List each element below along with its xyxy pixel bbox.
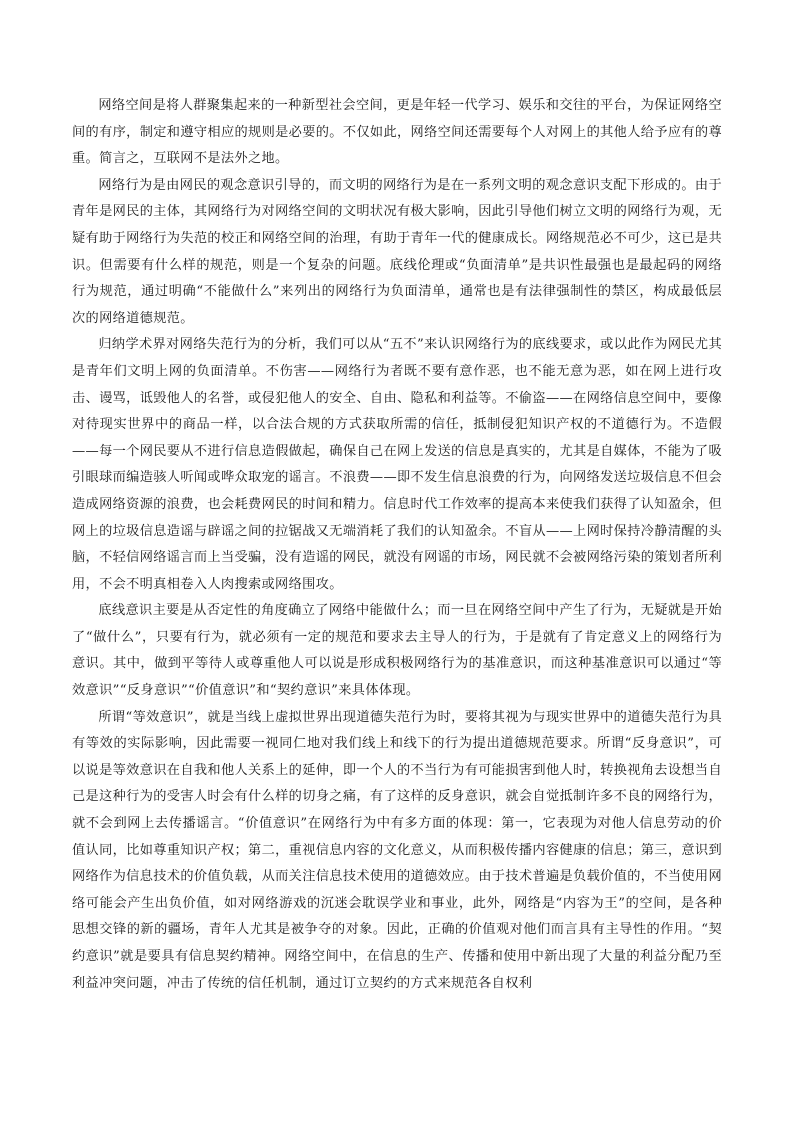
document-body (72, 93, 722, 997)
paragraph-1: 网络空间是将人群聚集起来的一种新型社会空间，更是年轻一代学习、娱乐和交往的平台，为保证网络空间的有序，制定和遵守相应的规则是必要的。不仅如此，网络空间还需要每个人对网上的其他人给予应有的尊重。简言之，互联网不是法外之地。 (72, 98, 722, 167)
paragraph-3: 归纳学术界对网络失范行为的分析，我们可以从“五不”来认识网络行为的底线要求，或以此作为网民尤其是青年们文明上网的负面清单。不伤害——网络行为者既不要有意作恶，也不能无意为恶，如在网上进行攻击、谩骂，诋毁他人的名誉，或侵犯他人的安全、自由、隐私和利益等。不偷盗——在网络信息空间中，要像对待现实世界中的商品一样，以合法合规的方式获取所需的信任，抵制侵犯知识产权的不道德行为。不造假——每一个网民要从不进行信息造假做起，确保自己在网上发送的信息是真实的，尤其是自媒体，不能为了吸引眼球而编造骇人听闻或哗众取宠的谣言。不浪费——即不发生信息浪费的行为，向网络发送垃圾信息不但会造成网络资源的浪费，也会耗费网民的时间和精力。信息时代工作效率的提高本来使我们获得了认知盈余，但网上的垃圾信息造谣与辟谣之间的拉锯战又无端消耗了我们的认知盈余。不盲从——上网时保持冷静清醒的头脑，不轻信网络谣言而上当受骗，没有造谣的网民，就没有网谣的市场，网民就不会被网络污染的策划者所利用，不会不明真相卷入人肉搜索或网络围攻。 (72, 337, 722, 592)
paragraph-4: 底线意识主要是从否定性的角度确立了网络中能做什么；而一旦在网络空间中产生了行为，无疑就是开始了“做什么”，只要有行为，就必须有一定的规范和要求去主导人的行为，于是就有了肯定意义上的网络行为意识。其中，做到平等待人或尊重他人可以说是形成积极网络行为的基准意识，而这种基准意识可以通过“等效意识”“反身意识”“价值意识”和“契约意识”来具体体现。 (72, 603, 722, 699)
paragraph-2: 网络行为是由网民的观念意识引导的，而文明的网络行为是在一系列文明的观念意识支配下形成的。由于青年是网民的主体，其网络行为对网络空间的文明状况有极大影响，因此引导他们树立文明的网络行为观，无疑有助于网络行为失范的校正和网络空间的治理，有助于青年一代的健康成长。网络规范必不可少，这已是共识。但需要有什么样的规范，则是一个复杂的问题。底线伦理或“负面清单”是共识性最强也是最起码的网络行为规范，通过明确“不能做什么”来列出的网络行为负面清单，通常也是有法律强制性的禁区，构成最低层次的网络道德规范。 (72, 177, 722, 326)
paragraph-5: 所谓“等效意识”，就是当线上虚拟世界出现道德失范行为时，要将其视为与现实世界中的道德失范行为具有等效的实际影响，因此需要一视同仁地对我们线上和线下的行为提出道德规范要求。所谓“反身意识”，可以说是等效意识在自我和他人关系上的延伸，即一个人的不当行为有可能损害到他人时，转换视角去设想当自己是这种行为的受害人时会有什么样的切身之痛，有了这样的反身意识，就会自觉抵制许多不良的网络行为，就不会到网上去传播谣言。“价值意识”在网络行为中有多方面的体现：第一，它表现为对他人信息劳动的价值认同，比如尊重知识产权；第二，重视信息内容的文化意义，从而积极传播内容健康的信息；第三，意识到网络作为信息技术的价值负载，从而关注信息技术使用的道德效应。由于技术普遍是负载价值的，不当使用网络可能会产生出负价值，如对网络游戏的沉迷会耽误学业和事业，此外，网络是“内容为王”的空间，是各种思想交锋的新的疆场，青年人尤其是被争夺的对象。因此，正确的价值观对他们而言具有主导性的作用。“契约意识”就是要具有信息契约精神。网络空间中，在信息的生产、传播和使用中新出现了大量的利益分配乃至利益冲突问题，冲击了传统的信任机制，通过订立契约的方式来规范各自权利 (72, 709, 722, 991)
